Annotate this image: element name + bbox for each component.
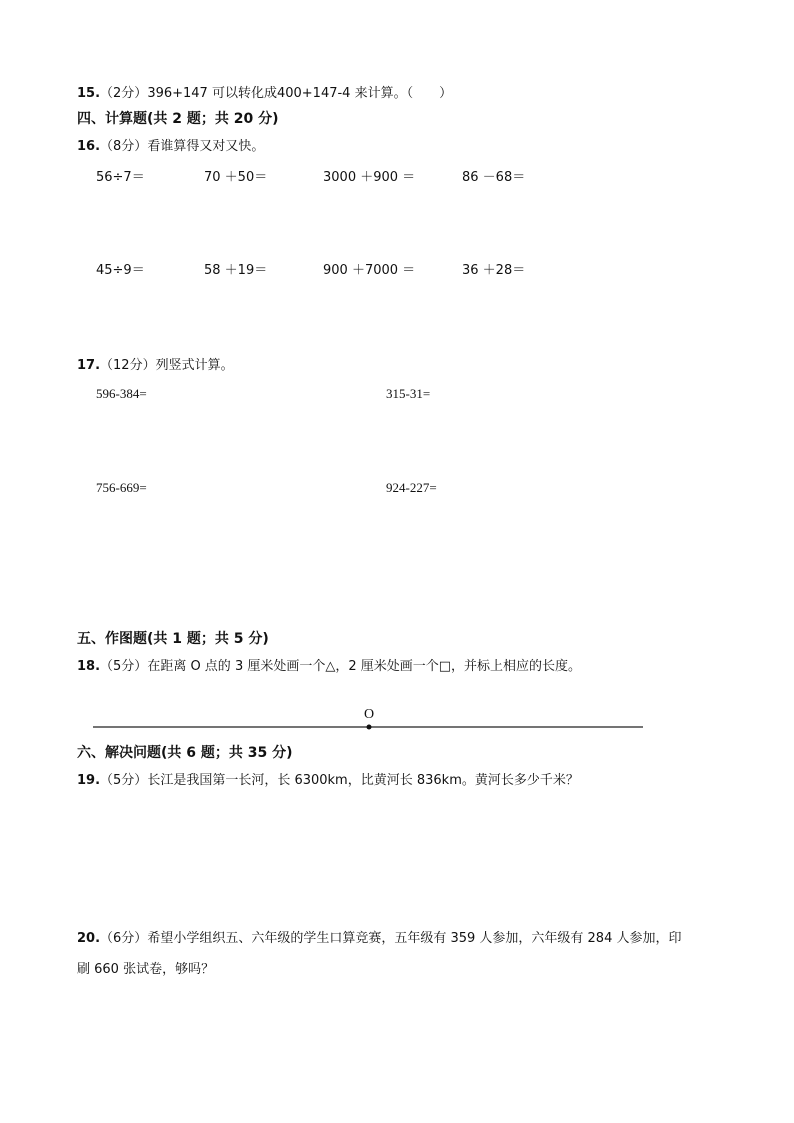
question-score: （5分） — [100, 773, 148, 788]
calc-item: 86 －68＝ — [462, 170, 526, 185]
question-score: （6分） — [100, 931, 148, 946]
question-20 — [77, 927, 681, 946]
question-19 — [77, 769, 579, 788]
vertical-calc-item: 315-31= — [386, 386, 431, 401]
question-text: 396+147 可以转化成400+147-4 来计算。（ ） — [147, 86, 453, 101]
calc-item: 56÷7＝ — [96, 170, 145, 185]
question-text: 列竖式计算。 — [155, 358, 234, 373]
calc-item: 58 ＋19＝ — [204, 263, 268, 278]
question-text: 看谁算得又对又快。 — [147, 139, 265, 154]
question-score: （12分） — [100, 358, 156, 373]
calc-item: 45÷9＝ — [96, 263, 145, 278]
section-4-title: 四、计算题(共 2 题；共 20 分) — [77, 111, 279, 127]
section-6-title: 六、解决问题(共 6 题；共 35 分) — [77, 745, 293, 761]
question-15 — [77, 82, 452, 101]
question-number: 16. — [77, 139, 101, 154]
calc-item: 3000 ＋900 ＝ — [323, 170, 416, 185]
question-score: （8分） — [100, 139, 148, 154]
question-score: （5分） — [100, 659, 148, 674]
point-o-label: O — [364, 707, 375, 722]
vertical-calc-item: 596-384= — [96, 386, 147, 401]
question-text: 在距离 O 点的 3 厘米处画一个△，2 厘米处画一个□，并标上相应的长度。 — [147, 659, 582, 674]
question-17 — [77, 354, 234, 373]
vertical-calc-item: 924-227= — [386, 480, 437, 495]
question-number: 15. — [77, 86, 101, 101]
question-18 — [77, 655, 581, 674]
calc-item: 70 ＋50＝ — [204, 170, 268, 185]
question-number: 17. — [77, 358, 101, 373]
calc-item: 36 ＋28＝ — [462, 263, 526, 278]
point-o — [367, 725, 372, 730]
question-number: 19. — [77, 773, 101, 788]
question-text-line-1: 希望小学组织五、六年级的学生口算竞赛，五年级有 359 人参加，六年级有 284 人参加，印 — [147, 931, 682, 946]
section-5-title: 五、作图题(共 1 题；共 5 分) — [77, 631, 269, 647]
question-number: 20. — [77, 931, 101, 946]
question-16 — [77, 135, 264, 154]
question-text: 长江是我国第一长河，长 6300km，比黄河长 836km。黄河长多少千米？ — [147, 773, 579, 788]
question-20-continued: 刷 660 张试卷，够吗？ — [77, 962, 215, 977]
question-number: 18. — [77, 659, 101, 674]
calc-item: 900 ＋7000 ＝ — [323, 263, 416, 278]
vertical-calc-item: 756-669= — [96, 480, 147, 495]
question-score: （2分） — [100, 86, 148, 101]
